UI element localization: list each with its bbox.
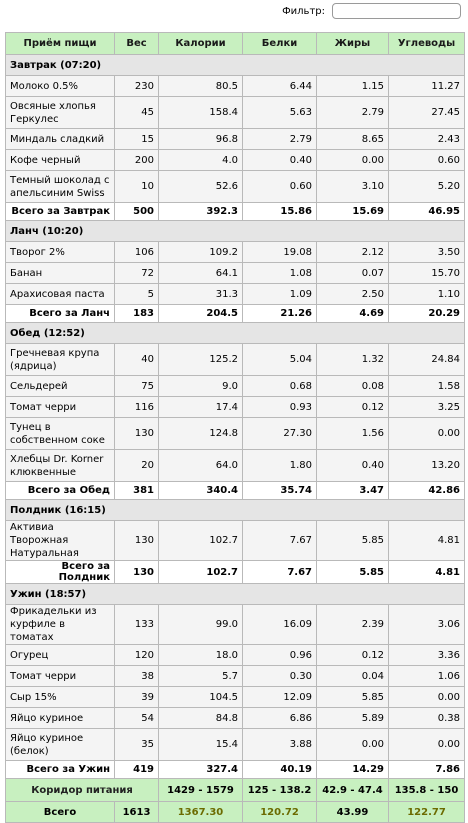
meal-title[interactable]: Завтрак (07:20) — [6, 55, 465, 76]
food-weight: 130 — [115, 521, 159, 561]
meal-total-weight: 130 — [115, 561, 159, 584]
food-calories: 15.4 — [159, 729, 243, 761]
table-row[interactable] — [6, 242, 465, 263]
grand-total-calories: 1367.30 — [159, 802, 243, 823]
meal-total-row — [6, 203, 465, 221]
table-row[interactable] — [6, 729, 465, 761]
food-name: Тунец в собственном соке — [6, 418, 115, 450]
meal-title[interactable]: Обед (12:52) — [6, 323, 465, 344]
food-weight: 133 — [115, 605, 159, 645]
meal-total-weight: 500 — [115, 203, 159, 221]
food-weight: 35 — [115, 729, 159, 761]
table-row[interactable] — [6, 521, 465, 561]
food-carbs: 1.58 — [389, 376, 465, 397]
food-weight: 39 — [115, 687, 159, 708]
food-fat: 1.15 — [317, 76, 389, 97]
meal-header-row[interactable] — [6, 323, 465, 344]
food-protein: 5.04 — [243, 344, 317, 376]
food-name: Миндаль сладкий — [6, 129, 115, 150]
food-calories: 64.0 — [159, 450, 243, 482]
food-protein: 0.40 — [243, 150, 317, 171]
meal-total-protein: 35.74 — [243, 482, 317, 500]
food-fat: 0.12 — [317, 397, 389, 418]
meal-title[interactable]: Ужин (18:57) — [6, 584, 465, 605]
meal-total-label: Всего за Обед — [6, 482, 115, 500]
meal-title[interactable]: Полдник (16:15) — [6, 500, 465, 521]
table-row[interactable] — [6, 450, 465, 482]
food-weight: 38 — [115, 666, 159, 687]
meal-total-carbs: 20.29 — [389, 305, 465, 323]
table-row[interactable] — [6, 129, 465, 150]
food-protein: 0.30 — [243, 666, 317, 687]
food-name: Яйцо куриное (белок) — [6, 729, 115, 761]
food-name: Овсяные хлопья Геркулес — [6, 97, 115, 129]
filter-bar — [0, 0, 468, 22]
food-carbs: 0.60 — [389, 150, 465, 171]
food-name: Кофе черный — [6, 150, 115, 171]
food-calories: 125.2 — [159, 344, 243, 376]
food-name: Сыр 15% — [6, 687, 115, 708]
food-weight: 116 — [115, 397, 159, 418]
food-calories: 109.2 — [159, 242, 243, 263]
grand-total-fat: 43.99 — [317, 802, 389, 823]
table-row[interactable] — [6, 708, 465, 729]
food-calories: 9.0 — [159, 376, 243, 397]
food-weight: 10 — [115, 171, 159, 203]
food-fat: 5.85 — [317, 521, 389, 561]
meal-total-label: Всего за Полдник — [6, 561, 115, 584]
food-carbs: 0.38 — [389, 708, 465, 729]
food-weight: 130 — [115, 418, 159, 450]
food-carbs: 1.10 — [389, 284, 465, 305]
food-calories: 64.1 — [159, 263, 243, 284]
food-carbs: 2.43 — [389, 129, 465, 150]
table-row[interactable] — [6, 376, 465, 397]
grand-total-weight: 1613 — [115, 802, 159, 823]
food-fat: 0.07 — [317, 263, 389, 284]
food-protein: 3.88 — [243, 729, 317, 761]
header-row — [6, 33, 465, 55]
food-calories: 52.6 — [159, 171, 243, 203]
meal-total-carbs: 4.81 — [389, 561, 465, 584]
meal-total-weight: 419 — [115, 761, 159, 779]
food-fat: 5.85 — [317, 687, 389, 708]
food-carbs: 1.06 — [389, 666, 465, 687]
food-name: Яйцо куриное — [6, 708, 115, 729]
meal-total-row — [6, 482, 465, 500]
food-weight: 5 — [115, 284, 159, 305]
table-row[interactable] — [6, 687, 465, 708]
food-protein: 1.09 — [243, 284, 317, 305]
food-protein: 1.80 — [243, 450, 317, 482]
food-protein: 5.63 — [243, 97, 317, 129]
food-fat: 0.00 — [317, 729, 389, 761]
food-fat: 3.10 — [317, 171, 389, 203]
food-calories: 158.4 — [159, 97, 243, 129]
food-fat: 2.12 — [317, 242, 389, 263]
food-weight: 200 — [115, 150, 159, 171]
food-weight: 45 — [115, 97, 159, 129]
meal-title[interactable]: Ланч (10:20) — [6, 221, 465, 242]
table-row[interactable] — [6, 284, 465, 305]
meal-total-protein: 40.19 — [243, 761, 317, 779]
food-protein: 16.09 — [243, 605, 317, 645]
grand-total-protein: 120.72 — [243, 802, 317, 823]
food-protein: 12.09 — [243, 687, 317, 708]
corridor-fat: 42.9 - 47.4 — [317, 779, 389, 802]
meal-total-row — [6, 561, 465, 584]
table-row[interactable] — [6, 418, 465, 450]
table-row[interactable] — [6, 397, 465, 418]
food-calories: 96.8 — [159, 129, 243, 150]
food-carbs: 3.36 — [389, 645, 465, 666]
food-carbs: 0.00 — [389, 418, 465, 450]
food-carbs: 0.00 — [389, 687, 465, 708]
food-weight: 75 — [115, 376, 159, 397]
corridor-row — [6, 779, 465, 802]
meal-total-carbs: 7.86 — [389, 761, 465, 779]
corridor-protein: 125 - 138.2 — [243, 779, 317, 802]
food-fat: 2.39 — [317, 605, 389, 645]
food-weight: 40 — [115, 344, 159, 376]
food-name: Арахисовая паста — [6, 284, 115, 305]
food-calories: 17.4 — [159, 397, 243, 418]
food-carbs: 3.50 — [389, 242, 465, 263]
table-row[interactable] — [6, 171, 465, 203]
meal-total-fat: 5.85 — [317, 561, 389, 584]
food-protein: 6.86 — [243, 708, 317, 729]
meal-header-row[interactable] — [6, 221, 465, 242]
table-row[interactable] — [6, 97, 465, 129]
food-name: Фрикадельки из курфиле в томатах — [6, 605, 115, 645]
food-fat: 0.00 — [317, 150, 389, 171]
table-row[interactable] — [6, 150, 465, 171]
food-carbs: 0.00 — [389, 729, 465, 761]
food-calories: 124.8 — [159, 418, 243, 450]
food-name: Хлебцы Dr. Korner клюквенные — [6, 450, 115, 482]
col-header-meal[interactable]: Приём пищи — [6, 33, 115, 55]
grand-total-label: Всего — [6, 802, 115, 823]
food-fat: 2.79 — [317, 97, 389, 129]
food-name: Огурец — [6, 645, 115, 666]
food-weight: 15 — [115, 129, 159, 150]
food-protein: 2.79 — [243, 129, 317, 150]
food-protein: 27.30 — [243, 418, 317, 450]
food-name: Томат черри — [6, 666, 115, 687]
food-weight: 230 — [115, 76, 159, 97]
meal-total-calories: 392.3 — [159, 203, 243, 221]
food-name: Банан — [6, 263, 115, 284]
meal-total-calories: 327.4 — [159, 761, 243, 779]
meal-total-fat: 4.69 — [317, 305, 389, 323]
food-name: Темный шоколад с апельсиним Swiss — [6, 171, 115, 203]
food-protein: 0.96 — [243, 645, 317, 666]
food-weight: 72 — [115, 263, 159, 284]
food-name: Томат черри — [6, 397, 115, 418]
filter-label: Фильтр: — [282, 6, 325, 17]
grand-total-row — [6, 802, 465, 823]
food-fat: 2.50 — [317, 284, 389, 305]
food-carbs: 3.06 — [389, 605, 465, 645]
food-calories: 5.7 — [159, 666, 243, 687]
col-header-protein[interactable]: Белки — [243, 33, 317, 55]
meal-total-carbs: 42.86 — [389, 482, 465, 500]
food-calories: 99.0 — [159, 605, 243, 645]
meal-total-calories: 204.5 — [159, 305, 243, 323]
food-carbs: 24.84 — [389, 344, 465, 376]
meal-total-fat: 15.69 — [317, 203, 389, 221]
food-name: Сельдерей — [6, 376, 115, 397]
meal-total-calories: 340.4 — [159, 482, 243, 500]
meal-total-weight: 183 — [115, 305, 159, 323]
food-fat: 0.12 — [317, 645, 389, 666]
meal-header-row[interactable] — [6, 55, 465, 76]
food-fat: 0.40 — [317, 450, 389, 482]
food-carbs: 3.25 — [389, 397, 465, 418]
meal-total-calories: 102.7 — [159, 561, 243, 584]
food-carbs: 11.27 — [389, 76, 465, 97]
food-calories: 31.3 — [159, 284, 243, 305]
meal-total-label: Всего за Ужин — [6, 761, 115, 779]
food-calories: 80.5 — [159, 76, 243, 97]
corridor-label: Коридор питания — [6, 779, 159, 802]
meal-total-protein: 21.26 — [243, 305, 317, 323]
food-name: Молоко 0.5% — [6, 76, 115, 97]
col-header-calories[interactable]: Калории — [159, 33, 243, 55]
meal-header-row[interactable] — [6, 584, 465, 605]
meal-total-row — [6, 305, 465, 323]
food-carbs: 15.70 — [389, 263, 465, 284]
table-row[interactable] — [6, 344, 465, 376]
food-fat: 1.32 — [317, 344, 389, 376]
food-carbs: 13.20 — [389, 450, 465, 482]
food-protein: 7.67 — [243, 521, 317, 561]
food-name: Гречневая крупа (ядрица) — [6, 344, 115, 376]
food-protein: 1.08 — [243, 263, 317, 284]
meal-total-fat: 3.47 — [317, 482, 389, 500]
col-header-carbs[interactable]: Углеводы — [389, 33, 465, 55]
meal-total-protein: 7.67 — [243, 561, 317, 584]
meal-total-label: Всего за Ланч — [6, 305, 115, 323]
food-protein: 19.08 — [243, 242, 317, 263]
filter-input[interactable] — [332, 3, 461, 19]
meal-header-row[interactable] — [6, 500, 465, 521]
food-fat: 0.04 — [317, 666, 389, 687]
corridor-calories: 1429 - 1579 — [159, 779, 243, 802]
col-header-weight[interactable]: Вес — [115, 33, 159, 55]
food-name: Творог 2% — [6, 242, 115, 263]
food-protein: 0.93 — [243, 397, 317, 418]
food-weight: 120 — [115, 645, 159, 666]
food-fat: 5.89 — [317, 708, 389, 729]
food-fat: 0.08 — [317, 376, 389, 397]
food-calories: 18.0 — [159, 645, 243, 666]
food-calories: 104.5 — [159, 687, 243, 708]
food-calories: 4.0 — [159, 150, 243, 171]
food-carbs: 27.45 — [389, 97, 465, 129]
col-header-fat[interactable]: Жиры — [317, 33, 389, 55]
meal-total-label: Всего за Завтрак — [6, 203, 115, 221]
food-protein: 6.44 — [243, 76, 317, 97]
food-protein: 0.60 — [243, 171, 317, 203]
table-row[interactable] — [6, 605, 465, 645]
food-carbs: 5.20 — [389, 171, 465, 203]
food-weight: 20 — [115, 450, 159, 482]
grand-total-carbs: 122.77 — [389, 802, 465, 823]
food-calories: 84.8 — [159, 708, 243, 729]
nutrition-table — [5, 32, 465, 823]
table-row[interactable] — [6, 76, 465, 97]
table-row[interactable] — [6, 666, 465, 687]
meal-total-weight: 381 — [115, 482, 159, 500]
meal-total-carbs: 46.95 — [389, 203, 465, 221]
food-protein: 0.68 — [243, 376, 317, 397]
food-fat: 1.56 — [317, 418, 389, 450]
food-weight: 54 — [115, 708, 159, 729]
meal-total-fat: 14.29 — [317, 761, 389, 779]
food-carbs: 4.81 — [389, 521, 465, 561]
table-row[interactable] — [6, 645, 465, 666]
food-name: Активиа Творожная Натуральная — [6, 521, 115, 561]
corridor-carbs: 135.8 - 150 — [389, 779, 465, 802]
meal-total-protein: 15.86 — [243, 203, 317, 221]
food-calories: 102.7 — [159, 521, 243, 561]
food-weight: 106 — [115, 242, 159, 263]
food-fat: 8.65 — [317, 129, 389, 150]
table-row[interactable] — [6, 263, 465, 284]
